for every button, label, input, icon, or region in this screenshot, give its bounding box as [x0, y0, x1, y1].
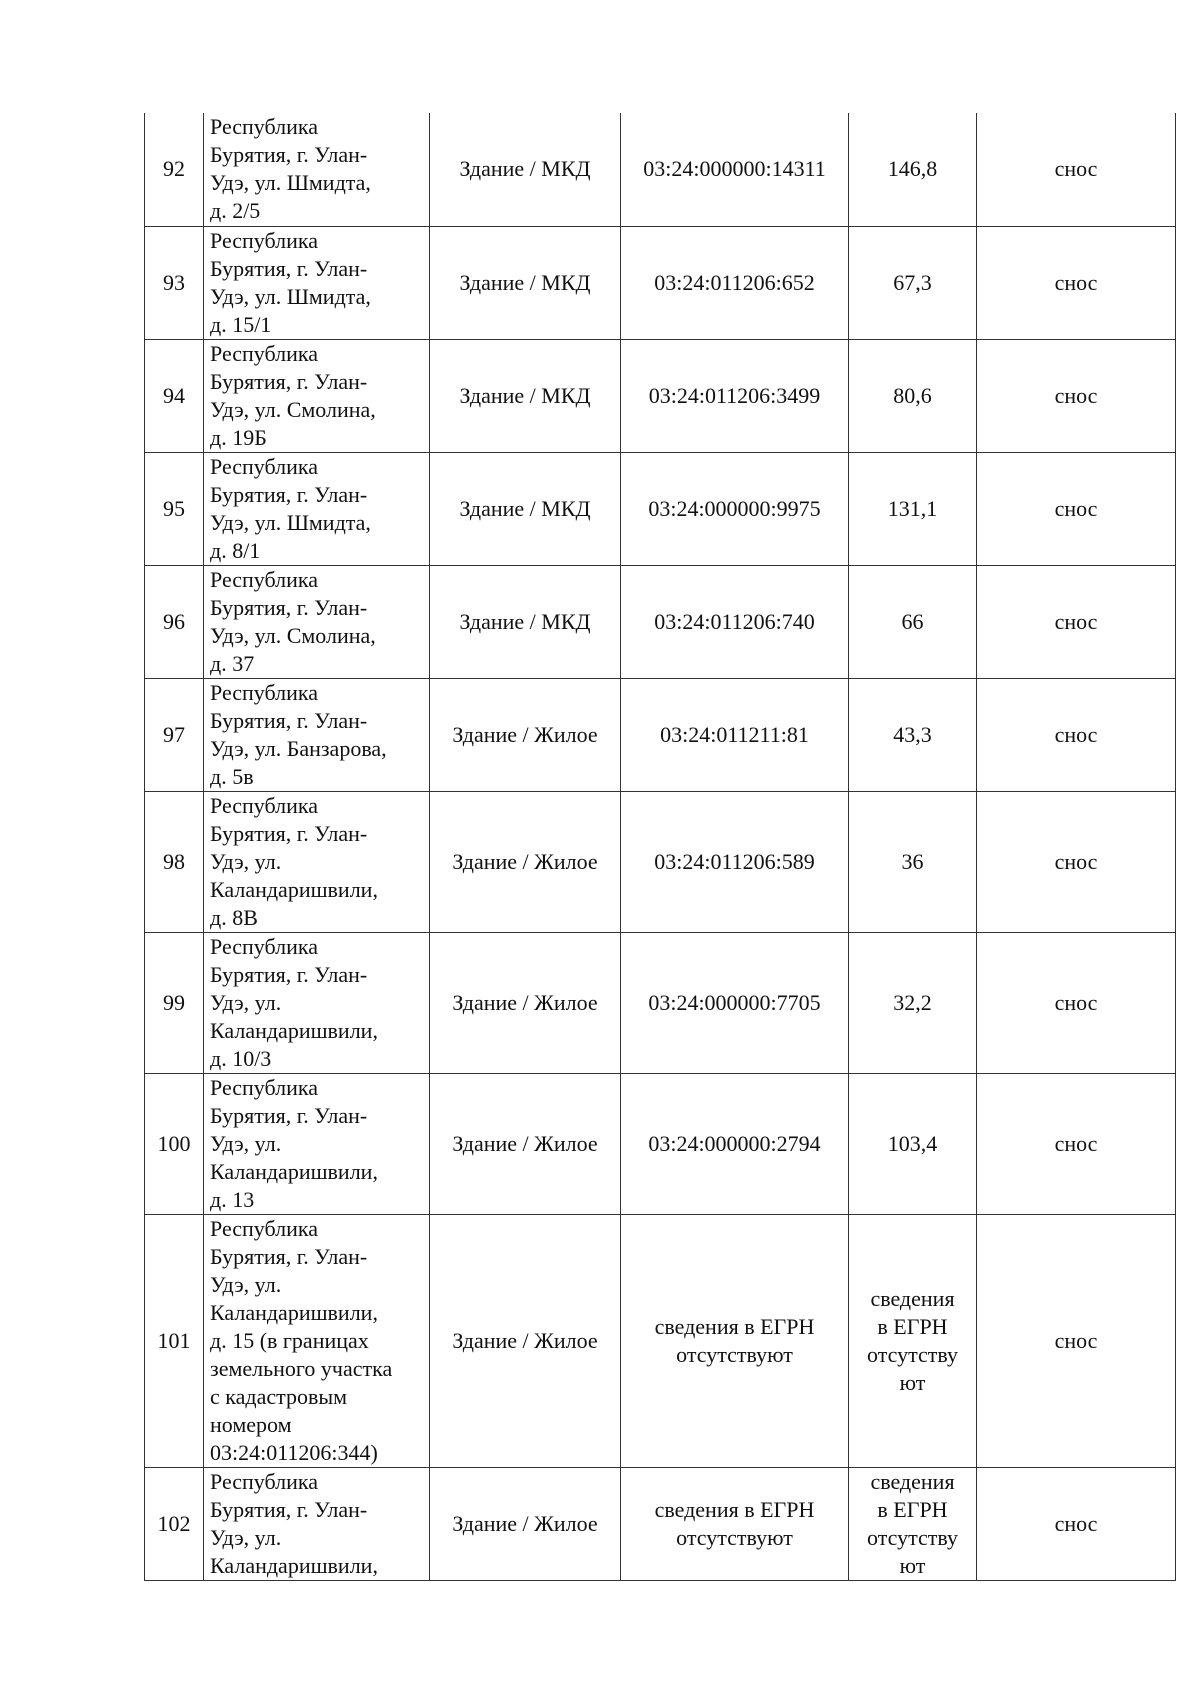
cadastral-number-cell: 03:24:000000:9975 — [621, 452, 849, 565]
area-cell: 131,1 — [849, 452, 977, 565]
area-cell: 67,3 — [849, 226, 977, 339]
demolition-registry-table — [144, 113, 1176, 1581]
object-type-cell: Здание / Жилое — [430, 1073, 621, 1214]
row-number: 96 — [145, 565, 204, 678]
row-number: 98 — [145, 791, 204, 932]
table-row — [145, 678, 1176, 791]
address-cell: Республика Бурятия, г. Улан- Удэ, ул. Каландаришвили, д. 8В — [204, 791, 430, 932]
cadastral-number-cell: сведения в ЕГРН отсутствуют — [621, 1214, 849, 1467]
table-row — [145, 565, 1176, 678]
row-number: 101 — [145, 1214, 204, 1467]
area-cell: 32,2 — [849, 932, 977, 1073]
table-row — [145, 1467, 1176, 1580]
area-cell: 103,4 — [849, 1073, 977, 1214]
object-type-cell: Здание / МКД — [430, 226, 621, 339]
row-number: 100 — [145, 1073, 204, 1214]
area-cell: сведения в ЕГРН отсутству ют — [849, 1467, 977, 1580]
row-number: 95 — [145, 452, 204, 565]
action-cell: снос — [977, 452, 1176, 565]
action-cell: снос — [977, 226, 1176, 339]
row-number: 93 — [145, 226, 204, 339]
action-cell: снос — [977, 565, 1176, 678]
address-cell: Республика Бурятия, г. Улан- Удэ, ул. Шмидта, д. 15/1 — [204, 226, 430, 339]
cadastral-number-cell: 03:24:011211:81 — [621, 678, 849, 791]
row-number: 97 — [145, 678, 204, 791]
object-type-cell: Здание / МКД — [430, 452, 621, 565]
action-cell: снос — [977, 678, 1176, 791]
cadastral-number-cell: 03:24:000000:7705 — [621, 932, 849, 1073]
cadastral-number-cell: 03:24:011206:3499 — [621, 339, 849, 452]
action-cell: снос — [977, 1467, 1176, 1580]
address-cell: Республика Бурятия, г. Улан- Удэ, ул. Каландаришвили, д. 10/3 — [204, 932, 430, 1073]
cadastral-number-cell: 03:24:011206:652 — [621, 226, 849, 339]
area-cell: 146,8 — [849, 113, 977, 226]
object-type-cell: Здание / Жилое — [430, 1214, 621, 1467]
address-cell: Республика Бурятия, г. Улан- Удэ, ул. Смолина, д. 37 — [204, 565, 430, 678]
action-cell: снос — [977, 791, 1176, 932]
row-number: 92 — [145, 113, 204, 226]
object-type-cell: Здание / МКД — [430, 339, 621, 452]
area-cell: 80,6 — [849, 339, 977, 452]
action-cell: снос — [977, 932, 1176, 1073]
cadastral-number-cell: сведения в ЕГРН отсутствуют — [621, 1467, 849, 1580]
area-cell: 36 — [849, 791, 977, 932]
area-cell: 43,3 — [849, 678, 977, 791]
action-cell: снос — [977, 339, 1176, 452]
address-cell: Республика Бурятия, г. Улан- Удэ, ул. Каландаришвили, д. 13 — [204, 1073, 430, 1214]
cadastral-number-cell: 03:24:000000:2794 — [621, 1073, 849, 1214]
object-type-cell: Здание / Жилое — [430, 1467, 621, 1580]
action-cell: снос — [977, 1214, 1176, 1467]
cadastral-number-cell: 03:24:011206:589 — [621, 791, 849, 932]
row-number: 99 — [145, 932, 204, 1073]
table-row — [145, 791, 1176, 932]
table-row — [145, 339, 1176, 452]
table-row — [145, 226, 1176, 339]
address-cell: Республика Бурятия, г. Улан- Удэ, ул. Каландаришвили, — [204, 1467, 430, 1580]
row-number: 102 — [145, 1467, 204, 1580]
address-cell: Республика Бурятия, г. Улан- Удэ, ул. Смолина, д. 19Б — [204, 339, 430, 452]
action-cell: снос — [977, 1073, 1176, 1214]
table-row — [145, 1073, 1176, 1214]
area-cell: 66 — [849, 565, 977, 678]
address-cell: Республика Бурятия, г. Улан- Удэ, ул. Шмидта, д. 8/1 — [204, 452, 430, 565]
table-row — [145, 932, 1176, 1073]
object-type-cell: Здание / МКД — [430, 113, 621, 226]
row-number: 94 — [145, 339, 204, 452]
table-row — [145, 452, 1176, 565]
address-cell: Республика Бурятия, г. Улан- Удэ, ул. Шмидта, д. 2/5 — [204, 113, 430, 226]
action-cell: снос — [977, 113, 1176, 226]
cadastral-number-cell: 03:24:011206:740 — [621, 565, 849, 678]
object-type-cell: Здание / Жилое — [430, 932, 621, 1073]
object-type-cell: Здание / Жилое — [430, 678, 621, 791]
area-cell: сведения в ЕГРН отсутству ют — [849, 1214, 977, 1467]
table-row — [145, 1214, 1176, 1467]
cadastral-number-cell: 03:24:000000:14311 — [621, 113, 849, 226]
object-type-cell: Здание / Жилое — [430, 791, 621, 932]
object-type-cell: Здание / МКД — [430, 565, 621, 678]
table-row — [145, 113, 1176, 226]
address-cell: Республика Бурятия, г. Улан- Удэ, ул. Банзарова, д. 5в — [204, 678, 430, 791]
address-cell: Республика Бурятия, г. Улан- Удэ, ул. Каландаришвили, д. 15 (в границах земельного участка с кадастровым номером 03:24:011206:344) — [204, 1214, 430, 1467]
